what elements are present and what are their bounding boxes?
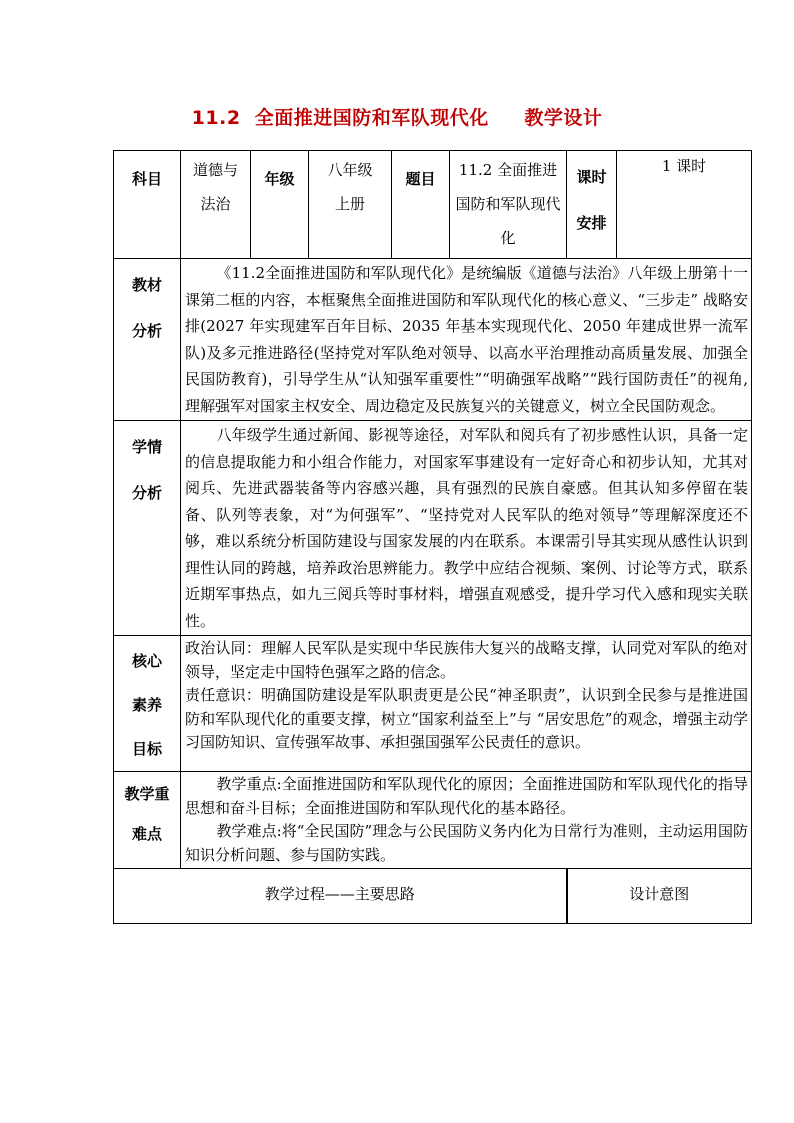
topic-value: 11.2 全面推进国防和军队现代化 [450, 151, 567, 259]
core-row [114, 636, 752, 772]
students-row [114, 421, 752, 636]
grade-value: 八年级上册 [309, 151, 392, 259]
lesson-plan-table [113, 150, 752, 924]
subject-value: 道德与法治 [181, 151, 251, 259]
grade-label: 年级 [251, 151, 309, 259]
core-cell [181, 636, 752, 772]
material-cell [181, 259, 752, 421]
process-design-intent: 设计意图 [567, 869, 752, 924]
topic-label: 题目 [392, 151, 450, 259]
core-label: 核心素养目标 [114, 636, 181, 772]
keypoints-focus: 教学重点:全面推进国防和军队现代化的原因；全面推进国防和军队现代化的指导思想和奋斗目标；全面推进国防和军队现代化的基本路径。 [185, 775, 748, 817]
document-title: 11.2 全面推进国防和军队现代化 教学设计 [191, 107, 603, 129]
material-text: 《11.2全面推进国防和军队现代化》是统编版《道德与法治》八年级上册第十一课第二框的内容，本框聚焦全面推进国防和军队现代化的核心意义、“三步走” 战略安排(2027 年实现建军百年目标、2035 年基本实现现代化、2050 年建成世界一流军队)及多元推进路径(坚持党对军队绝对领导、以高水平治理推动高质量发展、加强全民国防教育)，引导学生从“认知强军重要性”“明确强军战略”“践行国防责任”的视角,理解强军对国家主权安全、周边稳定及民族复兴的关键意义，树立全民国防观念。 [185, 264, 748, 415]
header-row [114, 151, 752, 259]
core-responsibility: 责任意识：明确国防建设是军队职责更是公民“神圣职责”，认识到全民参与是推进国防和军队现代化的重要支撑，树立“国家利益至上”与 “居安思危”的观念，增强主动学习国防知识、宣传强军故事、承担强国强军公民责任的意识。 [185, 686, 748, 751]
students-label: 学情分析 [114, 421, 181, 636]
keypoints-cell [181, 772, 752, 869]
students-cell [181, 421, 752, 636]
students-text: 八年级学生通过新闻、影视等途径，对军队和阅兵有了初步感性认识，具备一定的信息提取能力和小组合作能力，对国家军事建设有一定好奇心和初步认知，尤其对阅兵、先进武器装备等内容感兴趣，具有强烈的民族自豪感。但其认知多停留在装备、队列等表象，对“为何强军”、“坚持党对人民军队的绝对领导”等理解深度还不够，难以系统分析国防建设与国家发展的内在联系。本课需引导其实现从感性认识到理性认同的跨越，培养政治思辨能力。教学中应结合视频、案例、讨论等方式，联系近期军事热点，如九三阅兵等时事材料，增强直观感受，提升学习代入感和现实关联性。 [185, 426, 748, 630]
process-row [114, 869, 752, 924]
keypoints-label: 教学重难点 [114, 772, 181, 869]
keypoints-row [114, 772, 752, 869]
schedule-value: 1 课时 [617, 151, 752, 259]
subject-label: 科目 [114, 151, 181, 259]
keypoints-difficulty: 教学难点:将“全民国防”理念与公民国防义务内化为日常行为准则，主动运用国防知识分析问题、参与国防实践。 [185, 822, 748, 864]
core-political: 政治认同：理解人民军队是实现中华民族伟大复兴的战略支撑，认同党对军队的绝对领导，坚定走中国特色强军之路的信念。 [185, 639, 748, 681]
process-main-ideas: 教学过程——主要思路 [114, 869, 567, 924]
material-label: 教材分析 [114, 259, 181, 421]
schedule-label: 课时安排 [567, 151, 617, 259]
material-row [114, 259, 752, 421]
